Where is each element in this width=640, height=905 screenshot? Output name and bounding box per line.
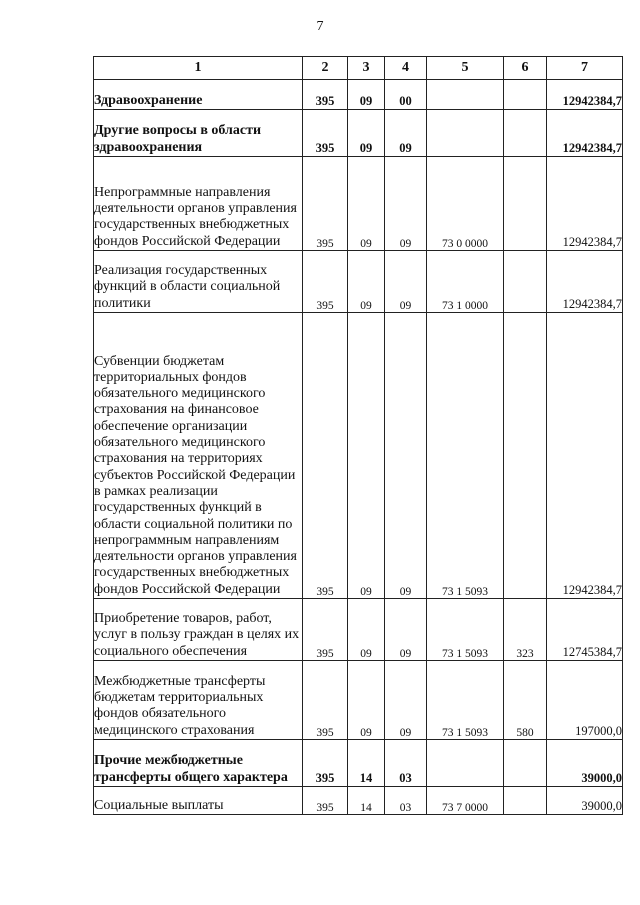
row-col-4: 09 — [385, 661, 427, 740]
row-col-3: 09 — [348, 661, 385, 740]
budget-table — [93, 56, 623, 815]
row-col-2: 395 — [303, 110, 348, 157]
row-col-4: 03 — [385, 787, 427, 815]
row-name: Непрограммные направления деятельности органов управления государственных внебюджетных фондов Российской Федерации — [94, 157, 303, 251]
row-col-3: 09 — [348, 313, 385, 599]
row-name: Социальные выплаты — [94, 787, 303, 815]
row-col-7: 39000,0 — [547, 740, 623, 787]
row-col-4: 09 — [385, 110, 427, 157]
table-row — [94, 599, 623, 661]
header-cell-3: 3 — [348, 57, 385, 80]
table-row — [94, 787, 623, 815]
row-col-5: 73 0 0000 — [427, 157, 504, 251]
row-col-4: 03 — [385, 740, 427, 787]
table-row — [94, 740, 623, 787]
row-col-3: 09 — [348, 157, 385, 251]
row-col-5: 73 7 0000 — [427, 787, 504, 815]
row-col-3: 09 — [348, 599, 385, 661]
row-col-5 — [427, 740, 504, 787]
table-row — [94, 661, 623, 740]
row-col-5: 73 1 0000 — [427, 251, 504, 313]
header-cell-6: 6 — [504, 57, 547, 80]
row-col-6 — [504, 110, 547, 157]
table-row — [94, 80, 623, 110]
row-col-6 — [504, 787, 547, 815]
row-col-6: 323 — [504, 599, 547, 661]
row-col-5: 73 1 5093 — [427, 313, 504, 599]
row-col-2: 395 — [303, 787, 348, 815]
row-col-7: 197000,0 — [547, 661, 623, 740]
row-col-2: 395 — [303, 80, 348, 110]
row-col-6 — [504, 80, 547, 110]
row-name: Приобретение товаров, работ, услуг в пользу граждан в целях их социального обеспечения — [94, 599, 303, 661]
header-cell-7: 7 — [547, 57, 623, 80]
row-name: Здравоохранение — [94, 80, 303, 110]
row-col-5 — [427, 80, 504, 110]
table-row — [94, 251, 623, 313]
row-col-4: 09 — [385, 599, 427, 661]
row-col-4: 00 — [385, 80, 427, 110]
row-col-3: 14 — [348, 740, 385, 787]
row-col-3: 14 — [348, 787, 385, 815]
header-cell-5: 5 — [427, 57, 504, 80]
row-col-7: 12942384,7 — [547, 110, 623, 157]
row-col-2: 395 — [303, 251, 348, 313]
row-col-2: 395 — [303, 157, 348, 251]
row-col-6 — [504, 740, 547, 787]
header-cell-1: 1 — [94, 57, 303, 80]
row-col-4: 09 — [385, 157, 427, 251]
row-col-2: 395 — [303, 661, 348, 740]
row-col-4: 09 — [385, 251, 427, 313]
row-col-5: 73 1 5093 — [427, 661, 504, 740]
row-name: Другие вопросы в области здравоохранения — [94, 110, 303, 157]
row-name: Субвенции бюджетам территориальных фондов обязательного медицинского страхования на финансовое обеспечение организации обязательного медицинского страхования на территориях субъектов Российской Федерации в рамках реализации государственных функций в области социальной политики по непрограммным направлениям деятельности органов управления государственных внебюджетных фондов Российской Федерации — [94, 313, 303, 599]
row-col-5 — [427, 110, 504, 157]
row-col-4: 09 — [385, 313, 427, 599]
row-col-6 — [504, 251, 547, 313]
row-col-7: 12942384,7 — [547, 80, 623, 110]
row-col-2: 395 — [303, 313, 348, 599]
table-row — [94, 313, 623, 599]
header-cell-2: 2 — [303, 57, 348, 80]
row-name: Реализация государственных функций в области социальной политики — [94, 251, 303, 313]
row-col-6 — [504, 313, 547, 599]
header-row — [94, 57, 623, 80]
header-cell-4: 4 — [385, 57, 427, 80]
row-col-3: 09 — [348, 110, 385, 157]
row-col-7: 12942384,7 — [547, 313, 623, 599]
table-row — [94, 110, 623, 157]
table-row — [94, 157, 623, 251]
row-col-3: 09 — [348, 251, 385, 313]
page-number: 7 — [316, 19, 324, 34]
row-col-7: 12942384,7 — [547, 157, 623, 251]
row-col-7: 12745384,7 — [547, 599, 623, 661]
row-col-7: 12942384,7 — [547, 251, 623, 313]
row-name: Межбюджетные трансферты бюджетам территориальных фондов обязательного медицинского страхования — [94, 661, 303, 740]
row-col-6: 580 — [504, 661, 547, 740]
row-col-7: 39000,0 — [547, 787, 623, 815]
row-col-2: 395 — [303, 599, 348, 661]
row-col-6 — [504, 157, 547, 251]
row-col-5: 73 1 5093 — [427, 599, 504, 661]
row-name: Прочие межбюджетные трансферты общего характера — [94, 740, 303, 787]
row-col-2: 395 — [303, 740, 348, 787]
row-col-3: 09 — [348, 80, 385, 110]
